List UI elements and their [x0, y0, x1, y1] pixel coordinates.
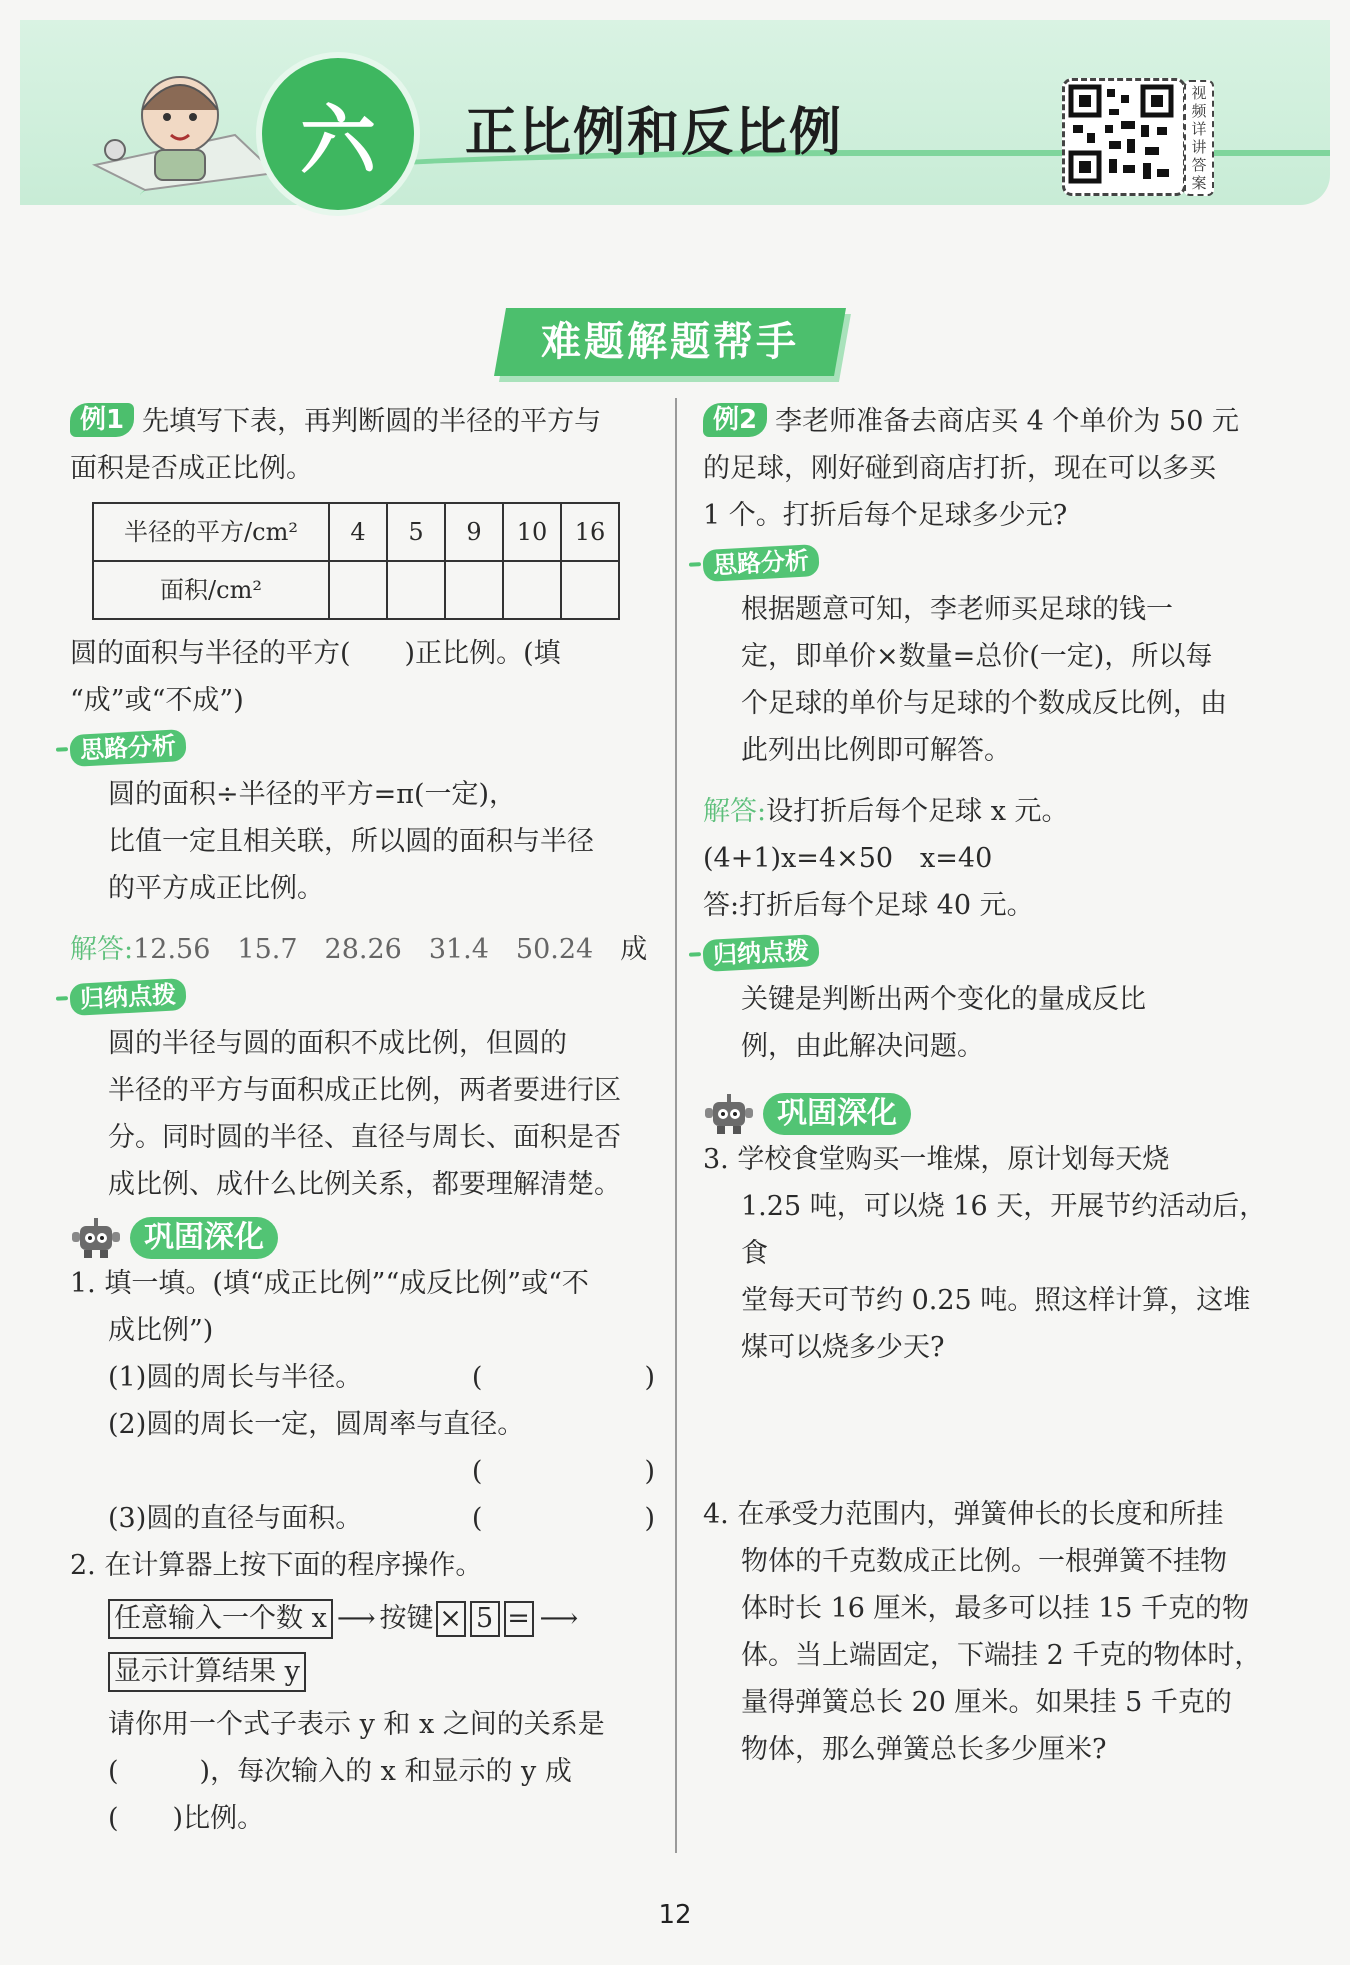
answer-space[interactable]: [703, 1371, 1288, 1491]
table-row-header: 面积/cm²: [93, 561, 329, 619]
q3-text: 堂每天可节约 0.25 吨。照这样计算，这堆: [741, 1285, 1251, 1316]
analysis-text: 的平方成正比例。: [108, 873, 324, 904]
answer-final: 成: [620, 934, 648, 965]
table-blank-cell[interactable]: [329, 561, 387, 619]
example2-question-line: 1 个。打折后每个足球多少元?: [703, 500, 1068, 531]
right-column: [703, 398, 1288, 1773]
chapter-title: 正比例和反比例: [465, 103, 844, 163]
answer-text: (4+1)x=4×50 x=40: [703, 843, 993, 874]
robot-icon: [70, 1216, 122, 1260]
example1-question: [70, 398, 655, 445]
example2-answer: [703, 788, 1288, 835]
q2-text: 2. 在计算器上按下面的程序操作。: [70, 1550, 483, 1581]
answer-values: 12.56 15.7 28.26 31.4 50.24: [133, 934, 594, 965]
chapter-number-badge: 六: [262, 58, 414, 210]
q4-text: 体时长 16 厘米，最多可以挂 15 千克的物: [741, 1593, 1250, 1624]
q3-text: 3. 学校食堂购买一堆煤，原计划每天烧: [703, 1144, 1170, 1175]
q3-text: 1.25 吨，可以烧 16 天，开展节约活动后，食: [741, 1191, 1267, 1269]
multiply-key: ×: [436, 1601, 466, 1637]
table-row: [93, 561, 619, 619]
answer-text: 设打折后每个足球 x 元。: [766, 796, 1069, 827]
example1-badge: 例1: [70, 403, 134, 437]
analysis-text: 个足球的单价与足球的个数成反比例，由: [741, 688, 1227, 719]
section-title: 难题解题帮手: [541, 319, 799, 365]
table-cell: 9: [445, 503, 503, 561]
example1-fill-blank: 圆的面积与半径的平方( )正比例。(填: [70, 638, 561, 669]
summary-text: 圆的半径与圆的面积不成比例，但圆的: [108, 1028, 567, 1059]
table-cell: 5: [387, 503, 445, 561]
calculator-flow: [108, 1648, 655, 1695]
input-step-box: 任意输入一个数 x: [108, 1599, 333, 1639]
page-number: 12: [658, 1900, 692, 1930]
example1-answer: [70, 926, 655, 973]
example2-question: [703, 398, 1288, 445]
q4-text: 体。当上端固定，下端挂 2 千克的物体时，: [741, 1640, 1262, 1671]
example1-question-line: 面积是否成正比例。: [70, 453, 313, 484]
left-column: [70, 398, 655, 1842]
analysis-text: 圆的面积÷半径的平方=π(一定)，: [108, 779, 517, 810]
table-cell: 10: [503, 503, 561, 561]
consolidate-header: [70, 1216, 655, 1260]
q4-text: 物体，那么弹簧总长多少厘米?: [741, 1734, 1107, 1765]
table-blank-cell[interactable]: [503, 561, 561, 619]
q1-item: [70, 1354, 655, 1401]
example1-table: [92, 502, 620, 620]
consolidate-header: [703, 1092, 1288, 1136]
table-cell: 16: [561, 503, 619, 561]
answer-label: 解答:: [703, 796, 767, 827]
summary-tag: 归纳点拨: [69, 978, 187, 1016]
column-divider: [675, 398, 677, 1853]
example2-question-line: 李老师准备去商店买 4 个单价为 50 元: [775, 406, 1239, 437]
section-banner: [494, 308, 846, 376]
qr-code-icon: [1065, 81, 1177, 187]
example1-fill-note: “成”或“不成”): [70, 685, 244, 716]
q2-text: ( )，每次输入的 x 和显示的 y 成: [108, 1756, 572, 1787]
q1-item-text: (3)圆的直径与面积。: [108, 1503, 363, 1534]
arrow-right-icon: ⟶: [539, 1603, 579, 1634]
table-blank-cell[interactable]: [561, 561, 619, 619]
q1-item: [70, 1495, 655, 1542]
answer-label: 解答:: [70, 934, 134, 965]
summary-text: 分。同时圆的半径、直径与周长、面积是否: [108, 1122, 621, 1153]
q1-item: [70, 1448, 655, 1495]
five-key: 5: [470, 1601, 500, 1637]
q3-text: 煤可以烧多少天?: [741, 1332, 945, 1363]
q1-text: 1. 填一填。(填“成正比例”“成反比例”或“不: [70, 1268, 589, 1299]
analysis-text: 此列出比例即可解答。: [741, 735, 1011, 766]
summary-text: 例，由此解决问题。: [741, 1031, 984, 1062]
mascot-illustration: [85, 55, 285, 205]
qr-code[interactable]: [1062, 78, 1186, 196]
q1-item-text: (1)圆的周长与半径。: [108, 1362, 363, 1393]
calculator-flow: [108, 1595, 655, 1642]
q2-text: ( )比例。: [108, 1803, 265, 1834]
arrow-right-icon: ⟶: [336, 1603, 376, 1634]
answer-text: 答:打折后每个足球 40 元。: [703, 890, 1034, 921]
q4-text: 量得弹簧总长 20 厘米。如果挂 5 千克的: [741, 1687, 1232, 1718]
summary-tag: 归纳点拨: [702, 934, 820, 972]
summary-text: 关键是判断出两个变化的量成反比: [741, 984, 1146, 1015]
table-cell: 4: [329, 503, 387, 561]
consolidate-label: 巩固深化: [130, 1217, 278, 1259]
answer-blank[interactable]: ( ): [471, 1503, 655, 1534]
analysis-text: 比值一定且相关联，所以圆的面积与半径: [108, 826, 594, 857]
table-row: [93, 503, 619, 561]
answer-blank[interactable]: ( ): [471, 1456, 655, 1487]
analysis-text: 根据题意可知，李老师买足球的钱一: [741, 594, 1173, 625]
analysis-text: 定，即单价×数量=总价(一定)，所以每: [741, 641, 1213, 672]
table-row-header: 半径的平方/cm²: [93, 503, 329, 561]
q1-item-text: (2)圆的周长一定，圆周率与直径。: [108, 1409, 525, 1440]
key-label: 按键: [379, 1603, 434, 1634]
example1-question-line: 先填写下表，再判断圆的半径的平方与: [142, 406, 602, 437]
q1-text: 成比例”): [108, 1315, 214, 1346]
example2-question-line: 的足球，刚好碰到商店打折，现在可以多买: [703, 453, 1216, 484]
q4-text: 物体的千克数成正比例。一根弹簧不挂物: [741, 1546, 1227, 1577]
q4-text: 4. 在承受力范围内，弹簧伸长的长度和所挂: [703, 1499, 1224, 1530]
q2-text: 请你用一个式子表示 y 和 x 之间的关系是: [108, 1709, 605, 1740]
output-step-box: 显示计算结果 y: [108, 1652, 306, 1692]
answer-blank[interactable]: ( ): [471, 1362, 655, 1393]
table-blank-cell[interactable]: [445, 561, 503, 619]
analysis-tag: 思路分析: [702, 544, 820, 582]
qr-caption: 视频详讲答案: [1184, 80, 1214, 196]
robot-icon: [703, 1092, 755, 1136]
analysis-tag: 思路分析: [69, 729, 187, 767]
consolidate-label: 巩固深化: [763, 1093, 911, 1135]
equals-key: =: [504, 1601, 534, 1637]
table-blank-cell[interactable]: [387, 561, 445, 619]
summary-text: 成比例、成什么比例关系，都要理解清楚。: [108, 1169, 621, 1200]
summary-text: 半径的平方与面积成正比例，两者要进行区: [108, 1075, 621, 1106]
example2-badge: 例2: [703, 403, 767, 437]
